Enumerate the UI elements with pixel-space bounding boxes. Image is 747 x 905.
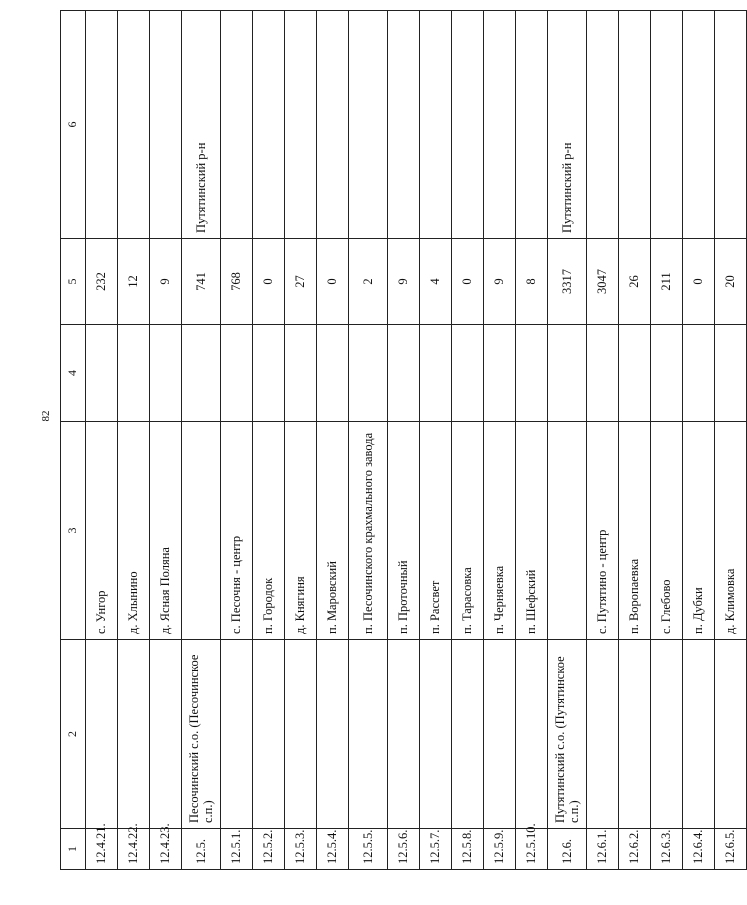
cell-c3: п. Шефский (516, 422, 548, 640)
header-row (61, 11, 86, 870)
cell-c4 (715, 325, 747, 422)
cell-c5: 9 (388, 239, 420, 325)
cell-c5: 3047 (587, 239, 619, 325)
cell-c6 (285, 11, 317, 239)
cell-c2 (253, 640, 285, 829)
cell-c4 (651, 325, 683, 422)
cell-c5: 12 (118, 239, 150, 325)
cell-c2 (317, 640, 349, 829)
cell-c3: п. Городок (253, 422, 285, 640)
cell-c5: 2 (349, 239, 388, 325)
cell-c4 (285, 325, 317, 422)
cell-c4 (683, 325, 715, 422)
cell-c4 (253, 325, 285, 422)
cell-c2 (516, 640, 548, 829)
cell-c1: 12.6.1. (587, 829, 619, 870)
table-row (253, 11, 285, 870)
cell-c2 (587, 640, 619, 829)
cell-c3: с. Глебово (651, 422, 683, 640)
cell-c5: 9 (484, 239, 516, 325)
table-row (516, 11, 548, 870)
table-row (118, 11, 150, 870)
cell-c4 (420, 325, 452, 422)
cell-c2 (651, 640, 683, 829)
cell-c1: 12.5.10. (516, 829, 548, 870)
cell-c2: Путятинский с.о. (Путятинское с.п.) (548, 640, 587, 829)
cell-c3: д. Климовка (715, 422, 747, 640)
cell-c2 (86, 640, 118, 829)
cell-c5: 211 (651, 239, 683, 325)
cell-c3: п. Песочинского крахмального завода (349, 422, 388, 640)
cell-c1: 12.6.4. (683, 829, 715, 870)
cell-c3: п. Тарасовка (452, 422, 484, 640)
cell-c4 (86, 325, 118, 422)
cell-c6 (420, 11, 452, 239)
cell-c5: 0 (452, 239, 484, 325)
cell-c1: 12.5.8. (452, 829, 484, 870)
cell-c3: д. Хлынино (118, 422, 150, 640)
cell-c3: п. Дубки (683, 422, 715, 640)
table-row (619, 11, 651, 870)
cell-c3: с. Унгор (86, 422, 118, 640)
settlements-table (60, 10, 747, 870)
header-cell: 3 (61, 422, 86, 640)
cell-c6 (317, 11, 349, 239)
cell-c1: 12.6. (548, 829, 587, 870)
cell-c6 (253, 11, 285, 239)
header-cell: 5 (61, 239, 86, 325)
cell-c2 (150, 640, 182, 829)
table-row (715, 11, 747, 870)
table-row (349, 11, 388, 870)
table-wrapper (60, 10, 738, 870)
table-row (683, 11, 715, 870)
cell-c4 (619, 325, 651, 422)
cell-c2 (715, 640, 747, 829)
cell-c6 (349, 11, 388, 239)
cell-c1: 12.5.3. (285, 829, 317, 870)
cell-c1: 12.5.2. (253, 829, 285, 870)
cell-c3: п. Черняевка (484, 422, 516, 640)
cell-c1: 12.4.21. (86, 829, 118, 870)
page-number: 82 (40, 410, 52, 422)
cell-c5: 768 (221, 239, 253, 325)
table-row (452, 11, 484, 870)
cell-c2 (349, 640, 388, 829)
table-row (484, 11, 516, 870)
cell-c6 (587, 11, 619, 239)
header-cell: 2 (61, 640, 86, 829)
cell-c4 (452, 325, 484, 422)
cell-c6: Путятинский р-н (182, 11, 221, 239)
cell-c5: 8 (516, 239, 548, 325)
cell-c6 (86, 11, 118, 239)
table-row (548, 11, 587, 870)
table-row (86, 11, 118, 870)
cell-c4 (150, 325, 182, 422)
table-row (420, 11, 452, 870)
cell-c4 (221, 325, 253, 422)
cell-c5: 3317 (548, 239, 587, 325)
cell-c1: 12.5.9. (484, 829, 516, 870)
header-cell: 1 (61, 829, 86, 870)
cell-c1: 12.6.2. (619, 829, 651, 870)
cell-c3: п. Проточный (388, 422, 420, 640)
cell-c2 (221, 640, 253, 829)
header-cell: 6 (61, 11, 86, 239)
cell-c2: Песочинский с.о. (Песочинское с.п.) (182, 640, 221, 829)
table-row (651, 11, 683, 870)
cell-c5: 232 (86, 239, 118, 325)
cell-c1: 12.5.1. (221, 829, 253, 870)
cell-c5: 4 (420, 239, 452, 325)
cell-c1: 12.6.5. (715, 829, 747, 870)
cell-c1: 12.5. (182, 829, 221, 870)
cell-c1: 12.5.5. (349, 829, 388, 870)
cell-c6 (452, 11, 484, 239)
cell-c4 (317, 325, 349, 422)
cell-c3: п. Рассвет (420, 422, 452, 640)
cell-c5: 20 (715, 239, 747, 325)
cell-c3: с. Путятино - центр (587, 422, 619, 640)
cell-c5: 26 (619, 239, 651, 325)
cell-c3 (182, 422, 221, 640)
cell-c5: 741 (182, 239, 221, 325)
cell-c1: 12.4.22. (118, 829, 150, 870)
cell-c1: 12.5.6. (388, 829, 420, 870)
cell-c4 (388, 325, 420, 422)
cell-c6 (516, 11, 548, 239)
header-cell: 4 (61, 325, 86, 422)
cell-c6 (150, 11, 182, 239)
cell-c6 (651, 11, 683, 239)
table-row (221, 11, 253, 870)
table-row (587, 11, 619, 870)
cell-c6: Путятинский р-н (548, 11, 587, 239)
cell-c3 (548, 422, 587, 640)
table-row (317, 11, 349, 870)
table-row (388, 11, 420, 870)
cell-c6 (118, 11, 150, 239)
cell-c5: 0 (683, 239, 715, 325)
cell-c6 (484, 11, 516, 239)
cell-c6 (388, 11, 420, 239)
table-row (182, 11, 221, 870)
cell-c2 (452, 640, 484, 829)
cell-c2 (420, 640, 452, 829)
cell-c6 (683, 11, 715, 239)
cell-c2 (683, 640, 715, 829)
cell-c6 (221, 11, 253, 239)
cell-c1: 12.6.3. (651, 829, 683, 870)
cell-c2 (619, 640, 651, 829)
cell-c4 (118, 325, 150, 422)
cell-c3: с. Песочня - центр (221, 422, 253, 640)
cell-c5: 9 (150, 239, 182, 325)
cell-c3: д. Ясная Поляна (150, 422, 182, 640)
cell-c1: 12.5.7. (420, 829, 452, 870)
cell-c2 (285, 640, 317, 829)
cell-c4 (516, 325, 548, 422)
cell-c4 (182, 325, 221, 422)
cell-c6 (715, 11, 747, 239)
cell-c2 (388, 640, 420, 829)
cell-c4 (349, 325, 388, 422)
cell-c3: п. Маровский (317, 422, 349, 640)
cell-c2 (118, 640, 150, 829)
cell-c5: 0 (317, 239, 349, 325)
cell-c1: 12.4.23. (150, 829, 182, 870)
table-row (285, 11, 317, 870)
cell-c4 (587, 325, 619, 422)
rotated-table-area (60, 10, 738, 870)
cell-c4 (548, 325, 587, 422)
table-row (150, 11, 182, 870)
cell-c5: 0 (253, 239, 285, 325)
cell-c3: д. Княгиня (285, 422, 317, 640)
cell-c4 (484, 325, 516, 422)
cell-c6 (619, 11, 651, 239)
cell-c5: 27 (285, 239, 317, 325)
table-body (61, 11, 747, 870)
cell-c2 (484, 640, 516, 829)
cell-c1: 12.5.4. (317, 829, 349, 870)
cell-c3: п. Воропаевка (619, 422, 651, 640)
